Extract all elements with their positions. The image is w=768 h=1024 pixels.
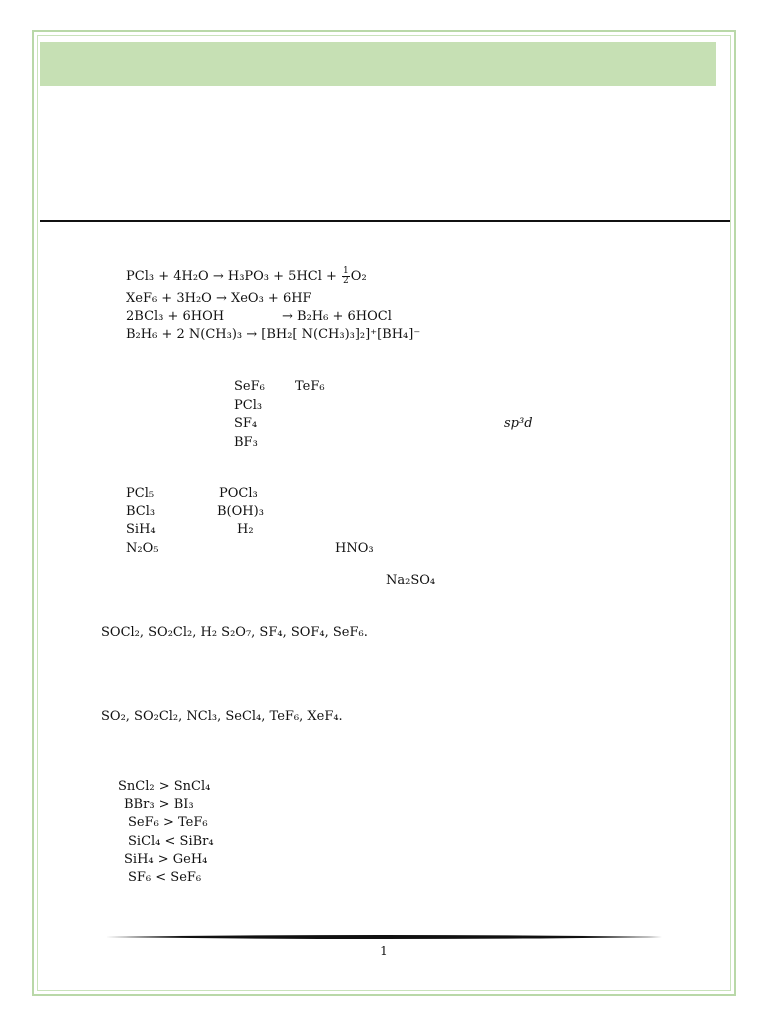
molecule-n2o5: N₂O₅ [126, 541, 159, 556]
molecule-pcl3: PCl₃ [234, 398, 263, 413]
molecule-na2so4: Na₂SO₄ [386, 573, 436, 588]
fraction-denominator: 2 [343, 276, 349, 286]
molecule-h2: H₂ [237, 522, 254, 537]
footer-ornament-line [106, 934, 662, 940]
molecule-hno3: HNO₃ [335, 541, 374, 556]
equation-1-right: O₂ [350, 269, 367, 284]
equation-1 [126, 267, 367, 286]
comparison-3: SeF₆ > TeF₆ [128, 815, 208, 830]
molecule-pocl3: POCl₃ [219, 486, 258, 501]
equation-1-left: PCl₃ + 4H₂O → H₃PO₃ + 5HCl + [126, 269, 342, 284]
molecule-pcl5: PCl₅ [126, 486, 155, 501]
comparison-1: SnCl₂ > SnCl₄ [118, 779, 211, 794]
molecule-bcl3: BCl₃ [126, 504, 156, 519]
molecule-boh3: B(OH)₃ [217, 504, 264, 519]
molecule-list-1: SOCl₂, SO₂Cl₂, H₂ S₂O₇, SF₄, SOF₄, SeF₆. [101, 625, 368, 640]
molecule-tef6: TeF₆ [295, 379, 325, 394]
header-band [40, 42, 716, 86]
molecule-sih4: SiH₄ [126, 522, 156, 537]
molecule-bf3: BF₃ [234, 435, 258, 450]
fraction-numerator: 1 [343, 266, 349, 276]
comparison-2: BBr₃ > BI₃ [124, 797, 194, 812]
fraction-one-half [342, 267, 350, 286]
hybridization-label: sp³d [504, 416, 533, 431]
comparison-4: SiCl₄ < SiBr₄ [128, 834, 214, 849]
equation-2: XeF₆ + 3H₂O → XeO₃ + 6HF [126, 291, 312, 306]
molecule-list-2: SO₂, SO₂Cl₂, NCl₃, SeCl₄, TeF₆, XeF₄. [101, 709, 343, 724]
equation-4: B₂H₆ + 2 N(CH₃)₃ → [BH₂[ N(CH₃)₃]₂]⁺[BH₄]⁻ [126, 327, 421, 342]
horizontal-rule [40, 220, 730, 222]
molecule-sef6: SeF₆ [234, 379, 265, 394]
comparison-6: SF₆ < SeF₆ [128, 870, 202, 885]
equation-3-right: → B₂H₆ + 6HOCl [282, 309, 392, 324]
page-number: 1 [380, 944, 388, 958]
molecule-sf4: SF₄ [234, 416, 258, 431]
comparison-5: SiH₄ > GeH₄ [124, 852, 208, 867]
equation-3-left: 2BCl₃ + 6HOH [126, 309, 225, 324]
